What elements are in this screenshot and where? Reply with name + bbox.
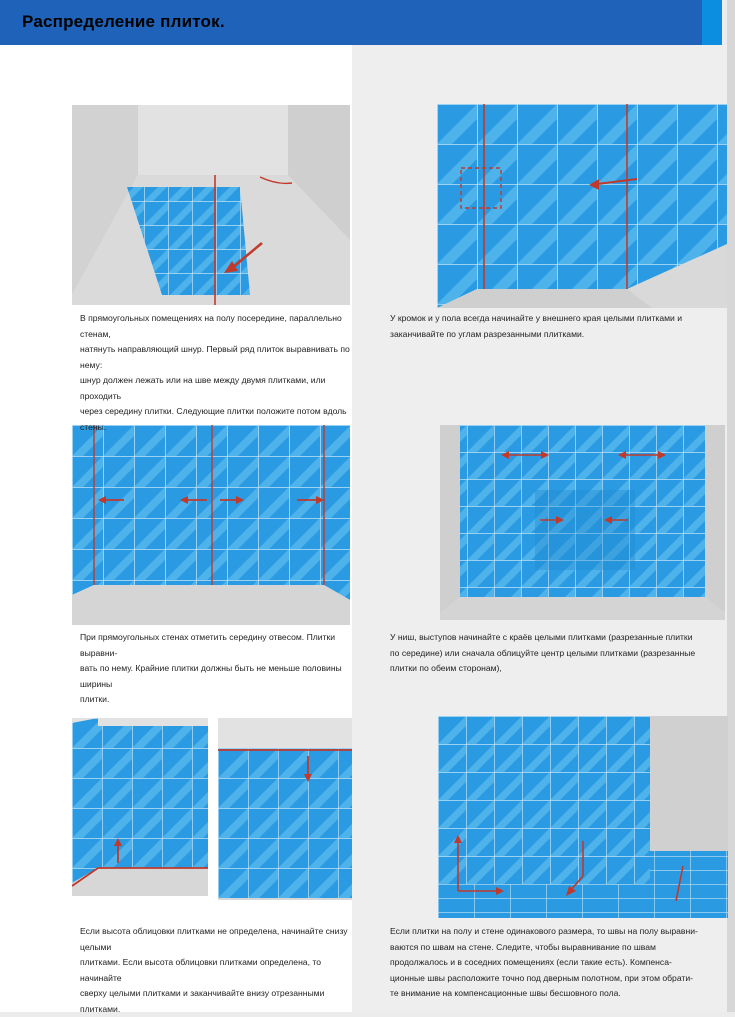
figure-tiling-from-top [218, 718, 352, 900]
caption-line: по середине) или сначала облицуйте центр целыми плитками (разрезанные [390, 647, 696, 658]
figure-floor-guideline [72, 105, 350, 305]
caption-line: плитки по обеим сторонам), [390, 663, 502, 673]
caption-line: ваются по швам на стене. Следите, чтобы выравнивание по швам [390, 941, 656, 952]
caption-niche [390, 630, 725, 677]
caption-line: ционные швы расположите точно под дверным полотном, при этом обрати- [390, 972, 694, 983]
caption-tiling-height [80, 924, 350, 1017]
caption-floor-wall-joints [390, 924, 725, 1002]
caption-line: При прямоугольных стенах отметить середину отвесом. Плитки выравни- [80, 632, 336, 658]
caption-line: заканчивайте по углам разрезанными плитками. [390, 328, 585, 339]
caption-line: У ниш, выступов начинайте с краёв целыми плитками (разрезанные плитки [390, 632, 693, 642]
caption-line: вать по нему. Крайние плитки должны быть не меньше половины ширины [80, 663, 342, 689]
header-accent [702, 0, 722, 45]
caption-line: плитками. Если высота облицовки плитками определена, то начинайте [80, 957, 321, 983]
caption-edges-corners [390, 311, 725, 342]
caption-line: продолжалось и в соседних помещениях (если такие есть). Компенса- [390, 957, 672, 967]
caption-line: Если плитки на полу и стене одинакового размера, то швы на полу выравни- [390, 926, 698, 936]
caption-floor-guideline [80, 311, 350, 435]
caption-line: Если высота облицовки плитками не определена, начинайте снизу целыми [80, 926, 348, 952]
caption-line: плитки. [80, 694, 110, 704]
caption-line: У кромок и у пола всегда начинайте у внешнего края целыми плитками и [390, 313, 683, 323]
caption-line: те внимание на компенсационные швы бесшовного пола. [390, 988, 621, 998]
caption-line: натянуть направляющий шнур. Первый ряд плиток выравнивать по нему: [80, 344, 350, 370]
caption-line: В прямоугольных помещениях на полу посередине, параллельно стенам, [80, 313, 342, 339]
figure-niche [440, 425, 725, 620]
header-bar [0, 0, 722, 45]
caption-line: через середину плитки. Следующие плитки положите потом вдоль стены. [80, 406, 347, 432]
figure-rectangular-wall [72, 425, 350, 625]
caption-rectangular-wall [80, 630, 350, 708]
figure-edges-corners [437, 104, 727, 308]
figure-floor-wall-joints [438, 716, 728, 918]
caption-line: шнур должен лежать или на шве между двумя плитками, или проходить [80, 375, 326, 401]
figure-tiling-from-bottom [72, 718, 208, 896]
page-edge [727, 0, 735, 1012]
page-title: Распределение плиток. [22, 12, 225, 31]
caption-line: сверху целыми плитками и заканчивайте внизу отрезанными плитками. [80, 988, 325, 1014]
